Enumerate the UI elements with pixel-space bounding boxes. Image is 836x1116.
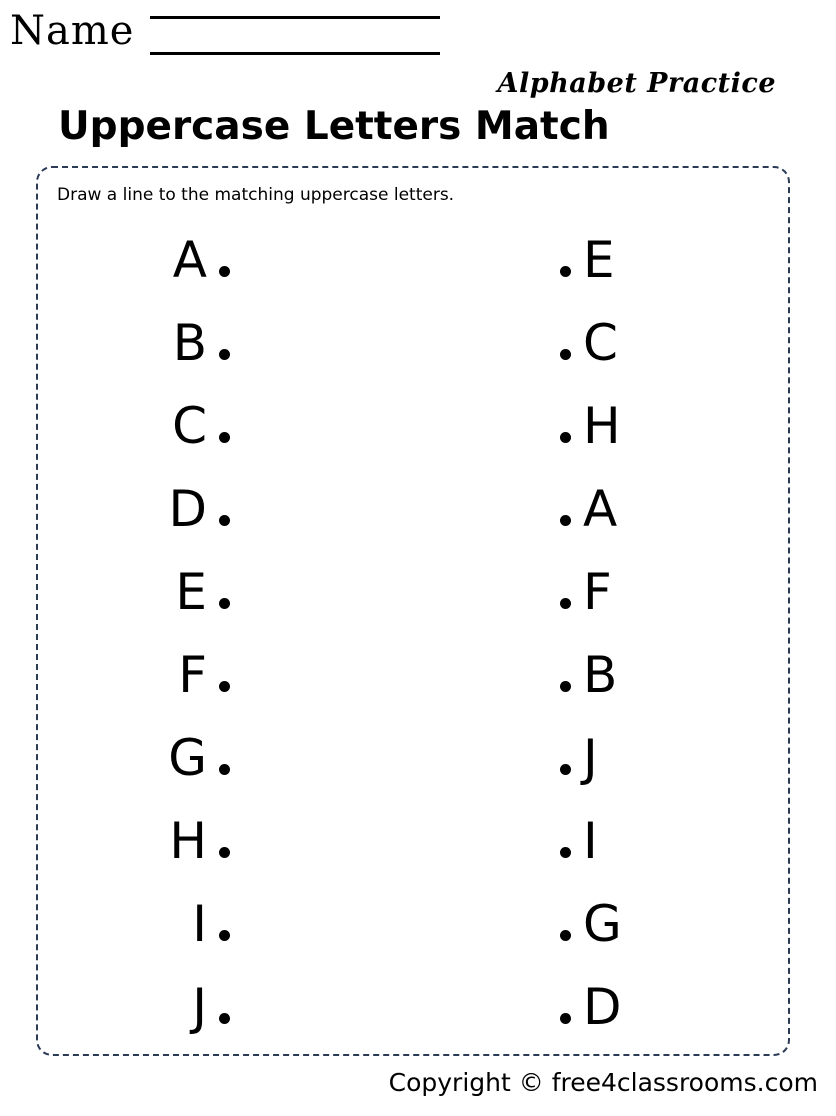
list-item[interactable] xyxy=(110,218,230,301)
list-item[interactable] xyxy=(110,301,230,384)
list-item[interactable] xyxy=(110,633,230,716)
letter-left: D xyxy=(168,479,207,538)
match-dot-icon[interactable] xyxy=(560,847,571,858)
list-item[interactable] xyxy=(560,799,700,882)
list-item[interactable] xyxy=(560,467,700,550)
letter-left: A xyxy=(172,230,207,289)
letter-right: J xyxy=(583,728,598,787)
letter-right: C xyxy=(583,313,618,372)
match-dot-icon[interactable] xyxy=(560,681,571,692)
name-label: Name xyxy=(10,8,135,54)
letter-right: B xyxy=(583,645,618,704)
letter-right: H xyxy=(583,396,621,455)
match-dot-icon[interactable] xyxy=(560,266,571,277)
match-dot-icon[interactable] xyxy=(560,764,571,775)
letter-left: C xyxy=(172,396,207,455)
right-letter-column xyxy=(560,218,700,1048)
match-dot-icon[interactable] xyxy=(219,764,230,775)
letter-left: E xyxy=(175,562,207,621)
list-item[interactable] xyxy=(110,384,230,467)
list-item[interactable] xyxy=(110,965,230,1048)
match-dot-icon[interactable] xyxy=(219,432,230,443)
instruction-text: Draw a line to the matching uppercase letters. xyxy=(57,185,455,205)
name-field-row xyxy=(0,0,836,70)
list-item[interactable] xyxy=(110,467,230,550)
letter-right: D xyxy=(583,977,622,1036)
list-item[interactable] xyxy=(560,384,700,467)
match-dot-icon[interactable] xyxy=(560,930,571,941)
name-writing-line-bottom xyxy=(150,52,440,55)
name-writing-line-top xyxy=(150,16,440,19)
letter-right: I xyxy=(583,811,598,870)
list-item[interactable] xyxy=(110,550,230,633)
letter-right: F xyxy=(583,562,612,621)
match-dot-icon[interactable] xyxy=(560,1013,571,1024)
practice-subtitle: Alphabet Practice xyxy=(497,68,776,99)
copyright-footer: Copyright © free4classrooms.com xyxy=(388,1068,818,1097)
letter-left: H xyxy=(169,811,207,870)
match-dot-icon[interactable] xyxy=(219,598,230,609)
left-letter-column xyxy=(110,218,230,1048)
list-item[interactable] xyxy=(560,301,700,384)
letter-left: F xyxy=(178,645,207,704)
list-item[interactable] xyxy=(560,550,700,633)
letter-left: B xyxy=(172,313,207,372)
letter-left: G xyxy=(168,728,207,787)
letter-right: E xyxy=(583,230,615,289)
page-title: Uppercase Letters Match xyxy=(58,104,610,149)
letter-left: J xyxy=(192,977,207,1036)
match-dot-icon[interactable] xyxy=(560,598,571,609)
list-item[interactable] xyxy=(560,882,700,965)
letter-left: I xyxy=(192,894,207,953)
match-dot-icon[interactable] xyxy=(219,681,230,692)
list-item[interactable] xyxy=(110,882,230,965)
match-dot-icon[interactable] xyxy=(560,432,571,443)
list-item[interactable] xyxy=(560,716,700,799)
match-dot-icon[interactable] xyxy=(219,930,230,941)
list-item[interactable] xyxy=(110,716,230,799)
match-dot-icon[interactable] xyxy=(219,847,230,858)
letter-right: G xyxy=(583,894,622,953)
letter-right: A xyxy=(583,479,618,538)
match-dot-icon[interactable] xyxy=(219,349,230,360)
match-dot-icon[interactable] xyxy=(560,515,571,526)
list-item[interactable] xyxy=(560,218,700,301)
list-item[interactable] xyxy=(560,633,700,716)
list-item[interactable] xyxy=(110,799,230,882)
match-dot-icon[interactable] xyxy=(219,1013,230,1024)
match-dot-icon[interactable] xyxy=(219,266,230,277)
match-dot-icon[interactable] xyxy=(219,515,230,526)
list-item[interactable] xyxy=(560,965,700,1048)
match-dot-icon[interactable] xyxy=(560,349,571,360)
